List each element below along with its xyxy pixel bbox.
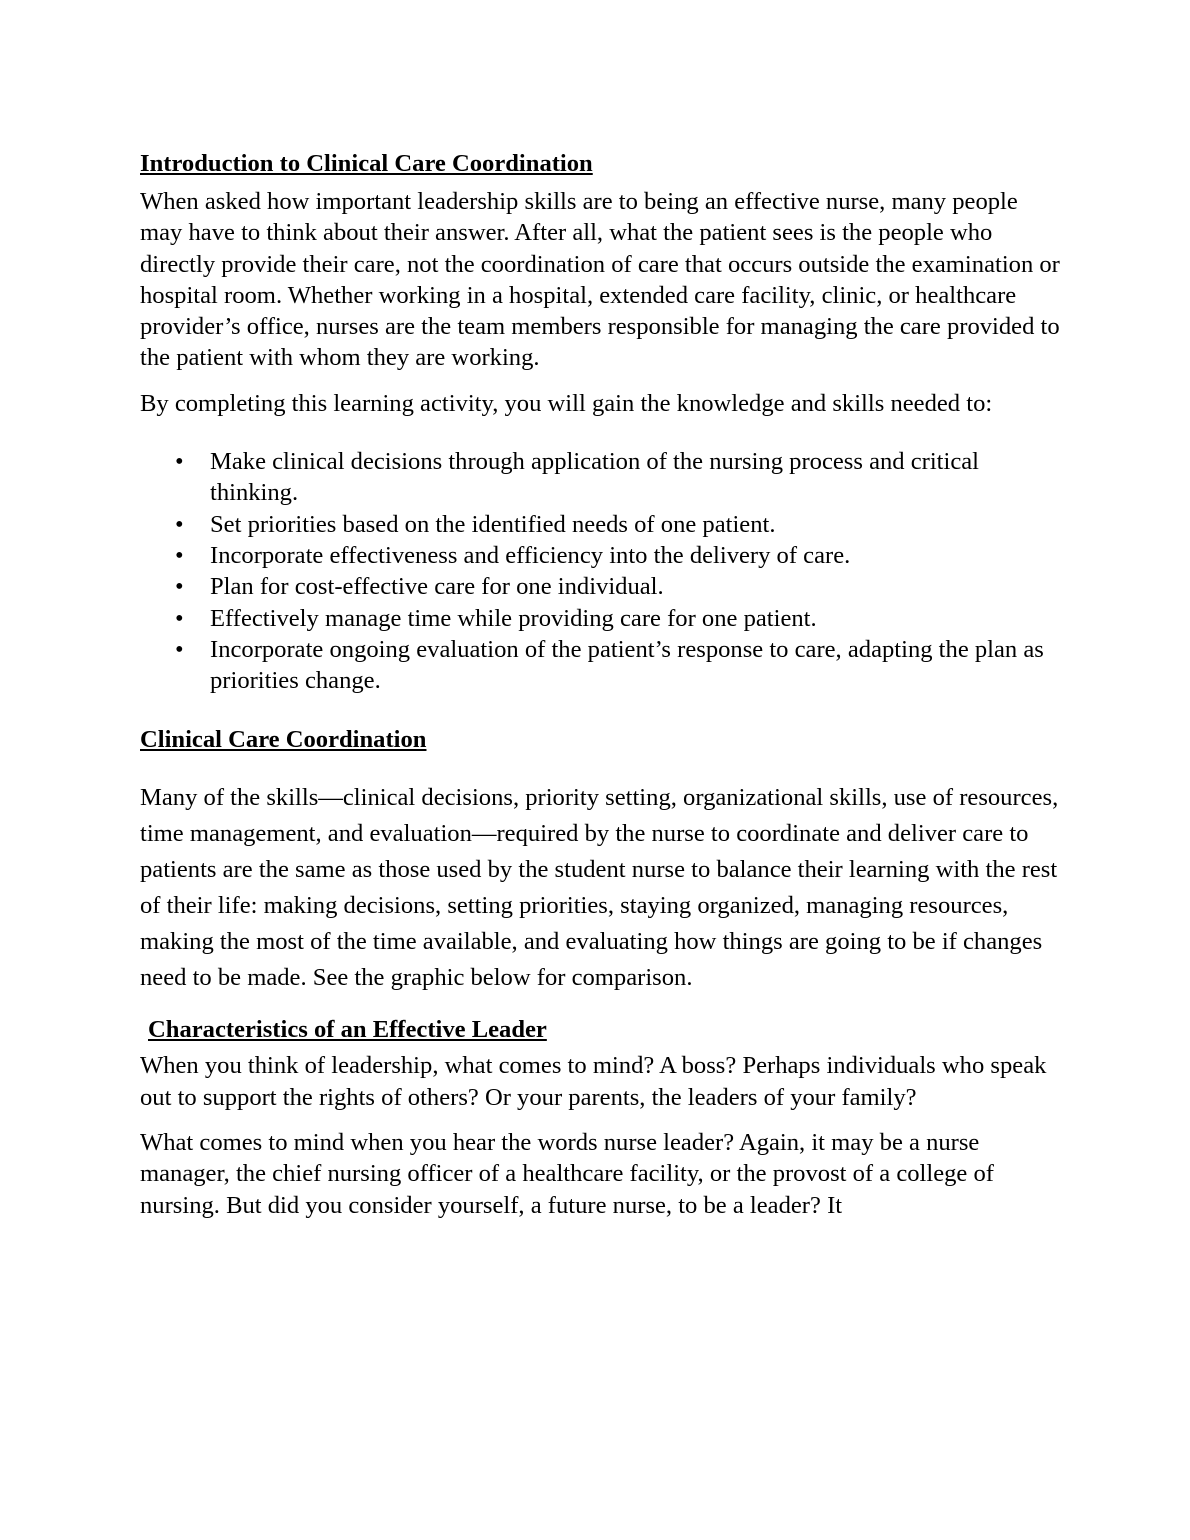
intro-paragraph-1: When asked how important leadership skills are to being an effective nurse, many people may have to think about their answer. After all, what the patient sees is the people who directly provide their care, not the coordination of care that occurs outside the examination or hospital room. Whether working in a hospital, extended care facility, clinic, or healthcare provider’s office, nurses are the team members responsible for managing the care provided to the patient with whom they are working.: [140, 188, 1060, 372]
list-item: [175, 446, 1060, 509]
list-item: [175, 540, 1060, 571]
coordination-paragraph: Many of the skills—clinical decisions, priority setting, organizational skills, use of resources, time management, and evaluation—required by the nurse to coordinate and deliver care to patients are the same as those used by the student nurse to balance their learning with the rest of their life: making decisions, setting priorities, staying organized, managing resources, making the most of the time available, and evaluating how things are going to be if changes need to be made. See the graphic below for comparison.: [140, 784, 1059, 992]
bullet-icon: •: [175, 573, 184, 601]
objective-text: Effectively manage time while providing care for one patient.: [210, 604, 817, 632]
objective-text: Make clinical decisions through application of the nursing process and critical thinking.: [210, 448, 980, 507]
intro-paragraph-2: By completing this learning activity, you will gain the knowledge and skills needed to:: [140, 389, 993, 417]
bullet-icon: •: [175, 541, 184, 569]
leader-paragraph-1: When you think of leadership, what comes to mind? A boss? Perhaps individuals who speak out to support the rights of others? Or your parents, the leaders of your family?: [140, 1052, 1047, 1111]
document-page: [140, 148, 1060, 1221]
intro-heading: Introduction to Clinical Care Coordination: [140, 150, 593, 177]
list-item: [175, 509, 1060, 540]
list-item: [175, 634, 1060, 697]
list-item: [175, 603, 1060, 634]
objective-text: Incorporate effectiveness and efficiency into the delivery of care.: [210, 541, 851, 569]
objective-text: Set priorities based on the identified needs of one patient.: [210, 510, 776, 538]
bullet-icon: •: [175, 510, 184, 538]
leader-paragraph-2: What comes to mind when you hear the words nurse leader? Again, it may be a nurse manager, the chief nursing officer of a healthcare facility, or the provost of a college of nursing. But did you consider yourself, a future nurse, to be a leader? It: [140, 1129, 994, 1219]
bullet-icon: •: [175, 448, 184, 476]
objective-text: Incorporate ongoing evaluation of the patient’s response to care, adapting the plan as priorities change.: [210, 635, 1044, 695]
list-item: [175, 571, 1060, 602]
bullet-icon: •: [175, 604, 184, 632]
coordination-heading: Clinical Care Coordination: [140, 726, 427, 754]
objectives-list: [140, 446, 1060, 696]
bullet-icon: •: [175, 635, 184, 663]
objective-text: Plan for cost-effective care for one individual.: [210, 573, 664, 601]
leader-heading: Characteristics of an Effective Leader: [148, 1016, 547, 1044]
